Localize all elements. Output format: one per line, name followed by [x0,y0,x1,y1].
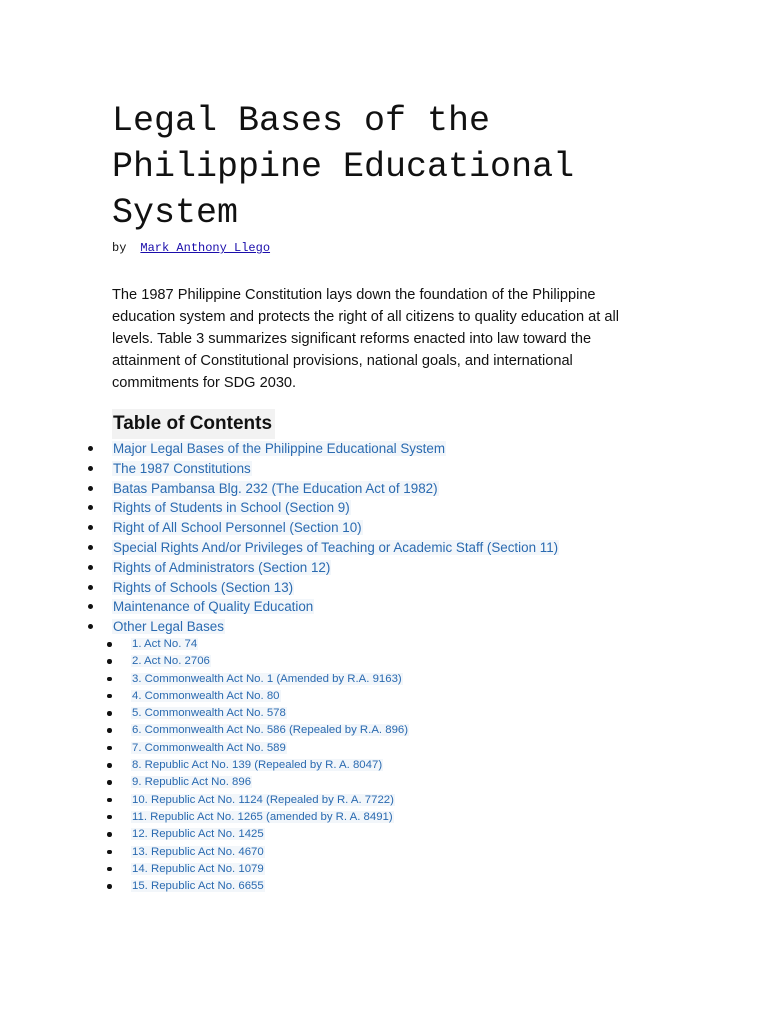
bullet-icon [88,565,93,570]
toc-subitem [131,653,551,670]
toc-link[interactable]: Maintenance of Quality Education [113,599,314,615]
toc-sublink[interactable]: 11. Republic Act No. 1265 (amended by R. A. 8491) [132,810,393,823]
bullet-icon [107,677,112,682]
bullet-icon [107,763,112,768]
toc-item [112,538,732,558]
toc-subitem [131,722,551,739]
toc-subitem [131,826,551,843]
bullet-icon [88,624,93,629]
toc-sublink[interactable]: 3. Commonwealth Act No. 1 (Amended by R.A. 9163) [132,672,402,685]
bullet-icon [107,850,112,855]
toc-link[interactable]: Special Rights And/or Privileges of Teaching or Academic Staff (Section 11) [113,539,559,555]
bullet-icon [88,486,93,491]
byline [112,240,270,256]
table-of-contents [112,439,732,637]
toc-item [112,597,732,617]
toc-link[interactable]: The 1987 Constitutions [113,460,251,476]
toc-item [112,498,732,518]
bullet-icon [88,545,93,550]
toc-sublink[interactable]: 1. Act No. 74 [132,638,198,650]
toc-subitem [131,740,551,757]
toc-item [112,518,732,538]
toc-sublink[interactable]: 5. Commonwealth Act No. 578 [132,707,286,720]
bullet-icon [107,659,112,664]
toc-subitem [131,636,551,653]
toc-subitem [131,705,551,722]
toc-subitem [131,809,551,826]
toc-item [112,578,732,598]
bullet-icon [88,446,93,451]
toc-link[interactable]: Rights of Schools (Section 13) [113,579,294,595]
author-link[interactable]: Mark Anthony Llego [140,241,271,255]
by-label: by [112,241,127,255]
toc-sublink[interactable]: 15. Republic Act No. 6655 [132,880,264,893]
bullet-icon [107,884,112,889]
toc-heading: Table of Contents [112,409,275,439]
bullet-icon [107,746,112,751]
page-title: Legal Bases of the Philippine Educational System [112,101,575,233]
bullet-icon [88,466,93,471]
bullet-icon [88,604,93,609]
toc-link[interactable]: Right of All School Personnel (Section 10) [113,520,362,536]
bullet-icon [107,832,112,837]
toc-sublink[interactable]: 6. Commonwealth Act No. 586 (Repealed by R.A. 896) [132,724,409,737]
bullet-icon [107,867,112,872]
toc-subitem [131,861,551,878]
toc-sublink[interactable]: 12. Republic Act No. 1425 [132,828,264,841]
toc-subitem [131,774,551,791]
toc-sublink[interactable]: 4. Commonwealth Act No. 80 [132,689,280,702]
bullet-icon [88,505,93,510]
toc-link[interactable]: Rights of Administrators (Section 12) [113,559,331,575]
toc-item [112,459,732,479]
toc-subitem [131,757,551,774]
bullet-icon [107,694,112,699]
toc-link[interactable]: Other Legal Bases [113,619,224,635]
bullet-icon [88,525,93,530]
toc-subitem [131,792,551,809]
toc-subitem [131,844,551,861]
toc-sublink[interactable]: 10. Republic Act No. 1124 (Repealed by R. A. 7722) [132,793,394,806]
toc-subitem [131,878,551,895]
bullet-icon [88,585,93,590]
bullet-icon [107,798,112,803]
toc-sublink[interactable]: 14. Republic Act No. 1079 [132,862,264,875]
toc-item [112,439,732,459]
toc-item [112,558,732,578]
bullet-icon [107,642,112,647]
toc-link[interactable]: Major Legal Bases of the Philippine Educational System [113,441,445,456]
bullet-icon [107,815,112,820]
toc-item [112,479,732,499]
toc-subitem [131,688,551,705]
toc-link[interactable]: Rights of Students in School (Section 9) [113,500,350,516]
intro-paragraph: The 1987 Philippine Constitution lays down the foundation of the Philippine education system and protects the right of all citizens to quality education at all levels. Table 3 summarizes significant reforms enacted into law toward the attainment of Constitutional provisions, national goals, and international commitments for SDG 2030. [112,287,620,391]
bullet-icon [107,711,112,716]
toc-link[interactable]: Batas Pambansa Blg. 232 (The Education Act of 1982) [113,480,438,496]
toc-sublink[interactable]: 7. Commonwealth Act No. 589 [132,741,286,754]
bullet-icon [107,780,112,785]
bullet-icon [107,728,112,733]
toc-subitem [131,671,551,688]
toc-sublink[interactable]: 8. Republic Act No. 139 (Repealed by R. A. 8047) [132,759,383,772]
toc-sublink[interactable]: 13. Republic Act No. 4670 [132,845,264,858]
toc-sublink[interactable]: 9. Republic Act No. 896 [132,776,252,789]
toc-item [112,617,732,637]
toc-sublist [131,636,551,895]
toc-sublink[interactable]: 2. Act No. 2706 [132,655,210,668]
